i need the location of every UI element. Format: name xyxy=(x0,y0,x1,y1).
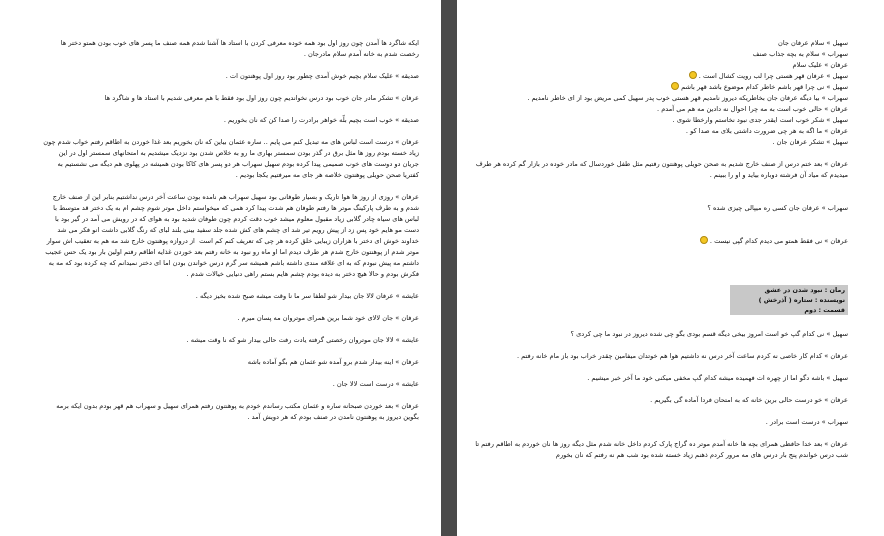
paragraph xyxy=(42,137,419,181)
paragraph-spacer xyxy=(475,181,848,203)
paragraph-text: سهیل » نی چرا قهر باشم خاطر کدام موضوع باشد قهر باشم xyxy=(681,83,848,91)
paragraph xyxy=(475,93,848,104)
paragraph-spacer xyxy=(475,406,848,417)
paragraph-spacer xyxy=(475,384,848,395)
paragraph xyxy=(475,373,848,384)
paragraph xyxy=(475,38,848,49)
left-page xyxy=(0,0,441,536)
paragraph xyxy=(475,203,848,214)
paragraph-text: عرفان » تشکر مادر جان خوب بود درس نخواندیم چون روز اول بود فقط با هم معرفی شدیم با استاد ها و شاگرد ها xyxy=(104,94,419,102)
paragraph xyxy=(475,417,848,428)
paragraph xyxy=(42,93,419,104)
paragraph-text: عایشه » درست است لالا جان . xyxy=(332,380,419,388)
paragraph xyxy=(475,104,848,115)
paragraph xyxy=(475,439,848,461)
paragraph xyxy=(42,115,419,126)
paragraphs-mid xyxy=(475,159,848,247)
paragraph-text: عرفان » بعد خوردن صبحانه ساره و عثمان مکتب رساندم خودم به پوهنتون رفتم همرای سهیل و سهراب هم قهر بودم بدون ایکه برمه بگوین دیروز به پوهنتون نامدن در صنف بودم که هر دویش آمد . xyxy=(54,402,419,421)
right-page xyxy=(457,0,884,536)
paragraph-spacer xyxy=(42,324,419,335)
paragraph-spacer xyxy=(42,302,419,313)
paragraph-text: عرفان » کدام کار خاصی نه کردم ساعت آخر درس نه داشتیم هوا هم خوتدان میفامین چقدر خراب بود باز مام خانه رفتم . xyxy=(516,352,848,360)
paragraph-spacer xyxy=(42,60,419,71)
paragraph-text: عرفان » اینه بیدار شدم برو آمده شو عثمان هم بگو آماده باشه xyxy=(247,358,419,366)
left-page-text xyxy=(42,38,419,423)
paragraph xyxy=(475,351,848,362)
paragraph-spacer xyxy=(42,181,419,192)
paragraph-text: سهراب » بیا دیگه عرفان جان بخاطریکه دیروز نامدیم قهر هستی خوب پدر سهیل کمی مریض بود از ای خاطر نامدیم . xyxy=(527,94,848,102)
novel-title: رمان : نبود شدن در عشق xyxy=(730,285,848,295)
paragraph xyxy=(475,49,848,60)
spacer xyxy=(475,148,848,159)
paragraph-text: صدیقه » علیک سلام بچیم خوش آمدی چطور بود روز اول پوهنتون ات . xyxy=(225,72,419,80)
paragraph-spacer xyxy=(42,280,419,291)
episode-meta xyxy=(475,285,848,315)
paragraph-text: صدیقه » خوب است بچیم بلّه خواهر برادرت را صدا کن که نان بخوریم . xyxy=(223,116,419,124)
paragraph-text: ایکه شاگرد ها آمدن چون روز اول بود همه خوده معرفی کردن با استاد ها آشنا شدم همه صنف ما پسر های خوب بودن همتو دختر ها رخصت شدم به خانه آمدم سلام مادرجان . xyxy=(58,39,419,58)
paragraph-text: سهراب » عرفان جان کسی ره میپالی چیزی شده ؟ xyxy=(707,204,848,212)
paragraph-text: سهیل » باشه دگو اما از چهره ات فهمیده میشه کدام گپ مخفی میکنی خود ما آخر خبر میشیم . xyxy=(587,374,848,382)
paragraph-text: سهیل » سلام عرفان جان xyxy=(777,39,848,47)
paragraph xyxy=(475,82,848,93)
paragraph xyxy=(475,137,848,148)
paragraph-spacer xyxy=(475,214,848,236)
paragraph-text: سهیل » شکر خوب است ایقدر جدی نبود نخاستم وارخطا شوی . xyxy=(672,116,848,124)
paragraph-text: سهراب » سلام به بچه جذاب صنف xyxy=(752,50,848,58)
paragraph xyxy=(475,71,848,82)
paragraph xyxy=(42,335,419,346)
paragraph-text: عرفان » ما اگه به هر چی ضرورت داشتی بلای مه صدا کو . xyxy=(685,127,848,135)
paragraph-spacer xyxy=(42,346,419,357)
paragraph-text: عایشه » لالا جان موتروان رخصتی گرفته یادت رفت حالی بیدار شو که نا وقت میشه . xyxy=(186,336,419,344)
dialogue-top xyxy=(475,38,848,148)
smiley-emoji-icon xyxy=(689,71,697,79)
paragraph xyxy=(42,192,419,280)
paragraph-spacer xyxy=(42,126,419,137)
episode-line: قسمت : دوم xyxy=(730,305,848,315)
paragraphs-bottom xyxy=(475,329,848,461)
paragraph xyxy=(475,159,848,181)
paragraph-spacer xyxy=(475,428,848,439)
paragraph-text: عرفان » نی فقط همتو می دیدم کدام گپی نیست . xyxy=(709,237,848,245)
paragraph xyxy=(475,115,848,126)
paragraph-text: سهیل » عرفان قهر هستی چرا لب رویت کشال است . xyxy=(698,72,848,80)
paragraph-spacer xyxy=(42,82,419,93)
paragraph xyxy=(42,313,419,324)
paragraph xyxy=(475,329,848,340)
smiley-emoji-icon xyxy=(700,236,708,244)
paragraph xyxy=(475,60,848,71)
paragraph-spacer xyxy=(42,390,419,401)
paragraph xyxy=(42,379,419,390)
paragraph-text: عایشه » عرفان لالا جان بیدار شو لطفا سر ما نا وقت میشه صبح شده بخیز دیگه . xyxy=(195,292,419,300)
smiley-emoji-icon xyxy=(671,82,679,90)
paragraph-spacer xyxy=(475,340,848,351)
paragraph-text: سهیل » نی کدام گپ خو است امروز بیخی دیگه قسم بودی بگو چی شده دیروز در نبود ما چی کردی ؟ xyxy=(570,330,848,338)
paragraph-text: عرفان » درست است لباس های مه تبدیل کنم می پایم .. ساره عثمان بیاین که نان بخوریم بعد غذا خوردن به اطاقم رفتم خواب شدم چون زیاد خسته بودم روز ها مثل برق در گذر بودن سمستر بهاری ما رو به خلاص شدن بود نزدیک میشدیم به امتحانهای سمستر اول در این جریان دو دوست های خوب صمیمی پیدا کرده بودم سهیل سهراب هر دو پسر های کاکا بودن همیشه در پهلوی هم دیگه می نشستیم به کفتریا صحن حویلی پوهنتون خلاصه هر جای مه میرفتیم یکجا بودیم . xyxy=(41,138,419,179)
paragraph-text: عرفان » روزی از روز ها هوا تاریک و بسیار طوفانی بود سهیل سهراب هم نامده بودن ساعت آخر درس نداشتیم بنابر این از صنف خارج شدم و به طرف پارکینگ موتر ها رفتم طوفان هم شدت پیدا کرد همی که میخواستم داخل موتر شوم چشم ام به یک دختر قد متوسط با لباس های سیاه چادر گلابی زیاد مقبول معلوم میشد خوب دقت کردم چون طوفان شدید بود به هوای که در رویش می آمد در گیر بود با دست مو هایم خود پس زد از پیش رویم تیر شد ای چشم های کش شده جلد سفید بینی بلند لبای که رنگ گلابی داشت انو فکر می شد خداوند خوش ای دختر با هزاران زیبایی خلق کرده هر چی که تعریف کنم کم است از دروازه پوهنتون خارج شد مه هم به تعقیب اش سوار موتر شدم از پوهنتون خارج شدم هر طرف دیدم اما او ماه رو نبود به خانه رفتم بعد خوردن غذایه اطاقم رفتم اولین بار بود یک حس عجیب داشتم مه پیش نبودم که به ای علاقه مندی داشته باشم همیشه سر گرم درس خواندن بودن اما ای دختر نمیدانم که چه کرده بود که مه به فکرش بودم و حالا هیچ دختر به دیده بودم چشم هایم بستم راهی دنیایی خیالات شدم . xyxy=(43,193,419,278)
author-line: نویسنده : ستاره ( آذرخش ) xyxy=(730,295,848,305)
paragraph-spacer xyxy=(42,104,419,115)
paragraph xyxy=(475,126,848,137)
paragraph-text: عرفان » بعد ختم درس از صنف خارج شدیم به صحن حویلی پوهنتون رفتیم مثل طفل خوردسال که مادر خوده در بازار گم کرده هر طرف میدیدم که میاد آن فرشته دوباره بیاید و او را ببینم . xyxy=(473,160,848,179)
paragraph-text: عرفان » جان لالای خود شما برین همرای موتروان مه پسان میرم . xyxy=(237,314,419,322)
paragraph xyxy=(42,38,419,60)
paragraph-text: عرفان » علیک سلام xyxy=(792,61,848,69)
paragraph-spacer xyxy=(475,362,848,373)
paragraph xyxy=(42,357,419,368)
paragraph xyxy=(42,71,419,82)
paragraph-text: عرفان » بعد خدا حافظی همرای بچه ها خانه آمدم موتر ده گراج پارک کردم داخل خانه شدم مثل دیگه روز ها نان خوردم به اطاقم رفتم تا شب درس خواندم پنج بار درس های مه مرور کردم ذهنم زیاد خسته شده بود شب هم نه رفتم که نان بخورم xyxy=(473,440,848,459)
paragraph xyxy=(475,236,848,247)
paragraph-text: سهراب » درست است برادر . xyxy=(765,418,848,426)
paragraph-text: عرفان » خو درست حالی برین خانه که به امتحان فردا آماده گی بگیریم . xyxy=(650,396,848,404)
paragraph xyxy=(475,395,848,406)
paragraph xyxy=(42,401,419,423)
paragraph-spacer xyxy=(42,368,419,379)
paragraph xyxy=(42,291,419,302)
paragraph-text: عرفان » حالی خوب است به مه چرا احوال نه دادین مه هم می آمدم . xyxy=(657,105,848,113)
paragraph-text: سهیل » تشکر عرفان جان . xyxy=(772,138,848,146)
